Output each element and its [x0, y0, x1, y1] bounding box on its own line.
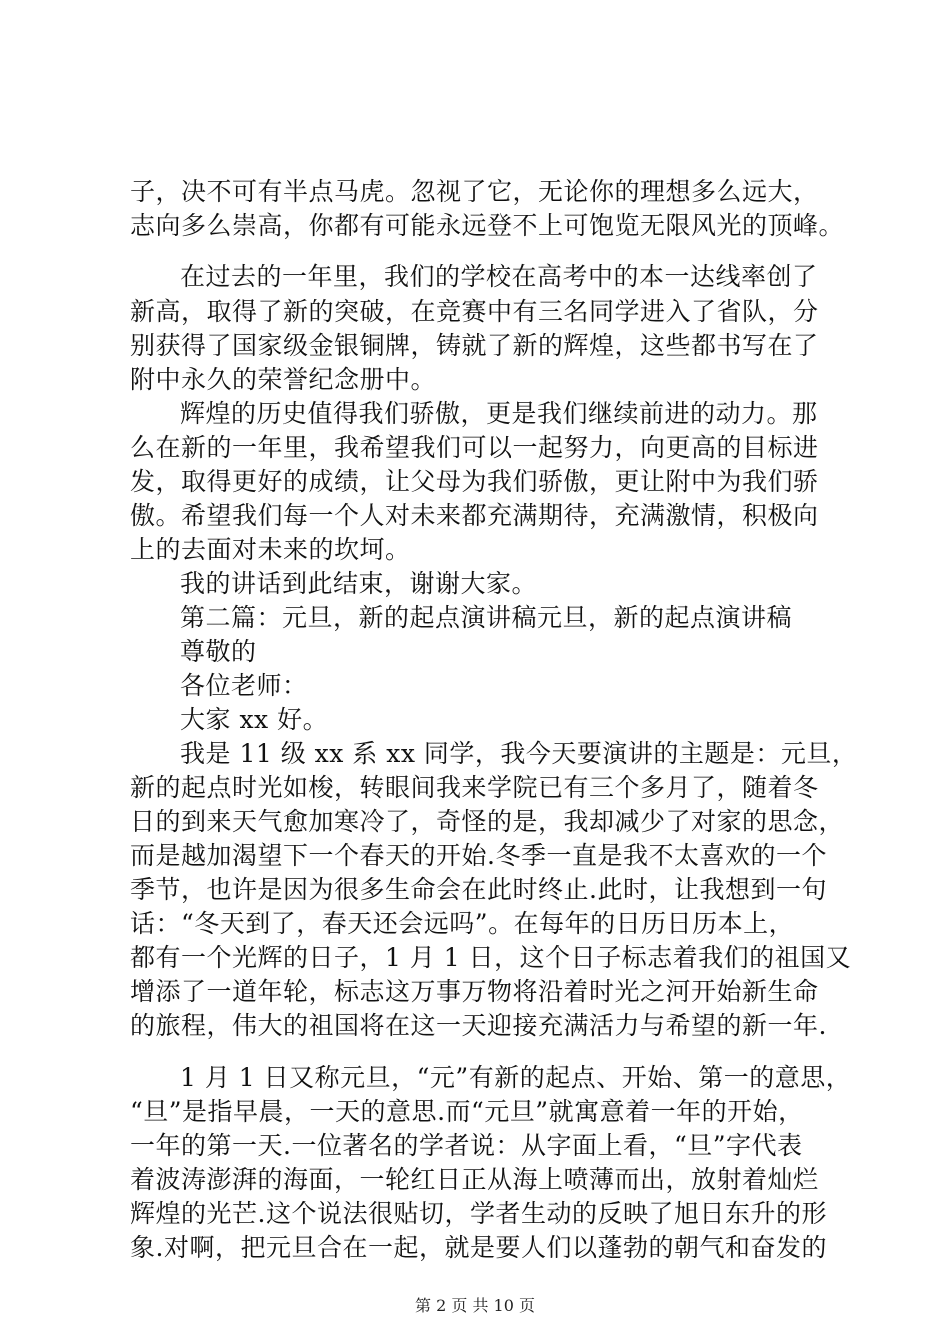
text-line: 傲。希望我们每一个人对未来都充满期待，充满激情，积极向	[130, 501, 819, 530]
section-heading: 第二篇：元旦，新的起点演讲稿元旦，新的起点演讲稿	[180, 603, 793, 632]
text-line: 别获得了国家级金银铜牌，铸就了新的辉煌，这些都书写在了	[130, 331, 819, 360]
text-line: 大家 xx 好。	[180, 705, 329, 734]
text-line: 我是 11 级 xx 系 xx 同学，我今天要演讲的主题是：元旦，	[180, 739, 858, 768]
text-line: 上的去面对未来的坎坷。	[130, 535, 411, 564]
text-line: 新高，取得了新的突破，在竞赛中有三名同学进入了省队，分	[130, 297, 819, 326]
text-line: 子，决不可有半点马虎。忽视了它，无论你的理想多么远大，	[130, 177, 819, 206]
text-line: 在过去的一年里，我们的学校在高考中的本一达线率创了	[180, 262, 818, 291]
text-line: 辉煌的历史值得我们骄傲，更是我们继续前进的动力。那	[180, 399, 818, 428]
text-line: 么在新的一年里，我希望我们可以一起努力，向更高的目标进	[130, 433, 819, 462]
text-line: 季节，也许是因为很多生命会在此时终止.此时，让我想到一句	[130, 875, 827, 904]
text-line: 的旅程，伟大的祖国将在这一天迎接充满活力与希望的新一年.	[130, 1011, 827, 1040]
text-line: 日的到来天气愈加寒冷了，奇怪的是，我却减少了对家的思念，	[130, 807, 845, 836]
text-line: 1 月 1 日又称元旦，“元”有新的起点、开始、第一的意思，	[180, 1063, 852, 1092]
text-line: 着波涛澎湃的海面，一轮红日正从海上喷薄而出，放射着灿烂	[130, 1165, 819, 1194]
text-line: 而是越加渴望下一个春天的开始.冬季一直是我不太喜欢的一个	[130, 841, 827, 870]
text-line: 一年的第一天.一位著名的学者说：从字面上看，“旦”字代表	[130, 1131, 803, 1160]
text-line: 志向多么崇高，你都有可能永远登不上可饱览无限风光的顶峰。	[130, 211, 845, 240]
text-line: 增添了一道年轮，标志这万事万物将沿着时光之河开始新生命	[130, 977, 819, 1006]
page-footer: 第 2 页 共 10 页	[415, 1296, 535, 1315]
text-line: 我的讲话到此结束，谢谢大家。	[180, 569, 538, 598]
text-line: 话：“冬天到了，春天还会远吗”。在每年的日历日历本上，	[130, 909, 795, 938]
text-line: “旦”是指早晨，一天的意思.而“元旦”就寓意着一年的开始，	[130, 1097, 804, 1126]
text-line: 都有一个光辉的日子，1 月 1 日，这个日子标志着我们的祖国又	[130, 943, 852, 972]
text-line: 尊敬的	[180, 637, 257, 666]
text-line: 各位老师：	[180, 671, 308, 700]
text-line: 发，取得更好的成绩，让父母为我们骄傲，更让附中为我们骄	[130, 467, 819, 496]
text-line: 附中永久的荣誉纪念册中。	[130, 365, 437, 394]
text-line: 新的起点时光如梭，转眼间我来学院已有三个多月了，随着冬	[130, 773, 819, 802]
text-line: 象.对啊，把元旦合在一起，就是要人们以蓬勃的朝气和奋发的	[130, 1233, 827, 1262]
text-line: 辉煌的光芒.这个说法很贴切，学者生动的反映了旭日东升的形	[130, 1199, 827, 1228]
